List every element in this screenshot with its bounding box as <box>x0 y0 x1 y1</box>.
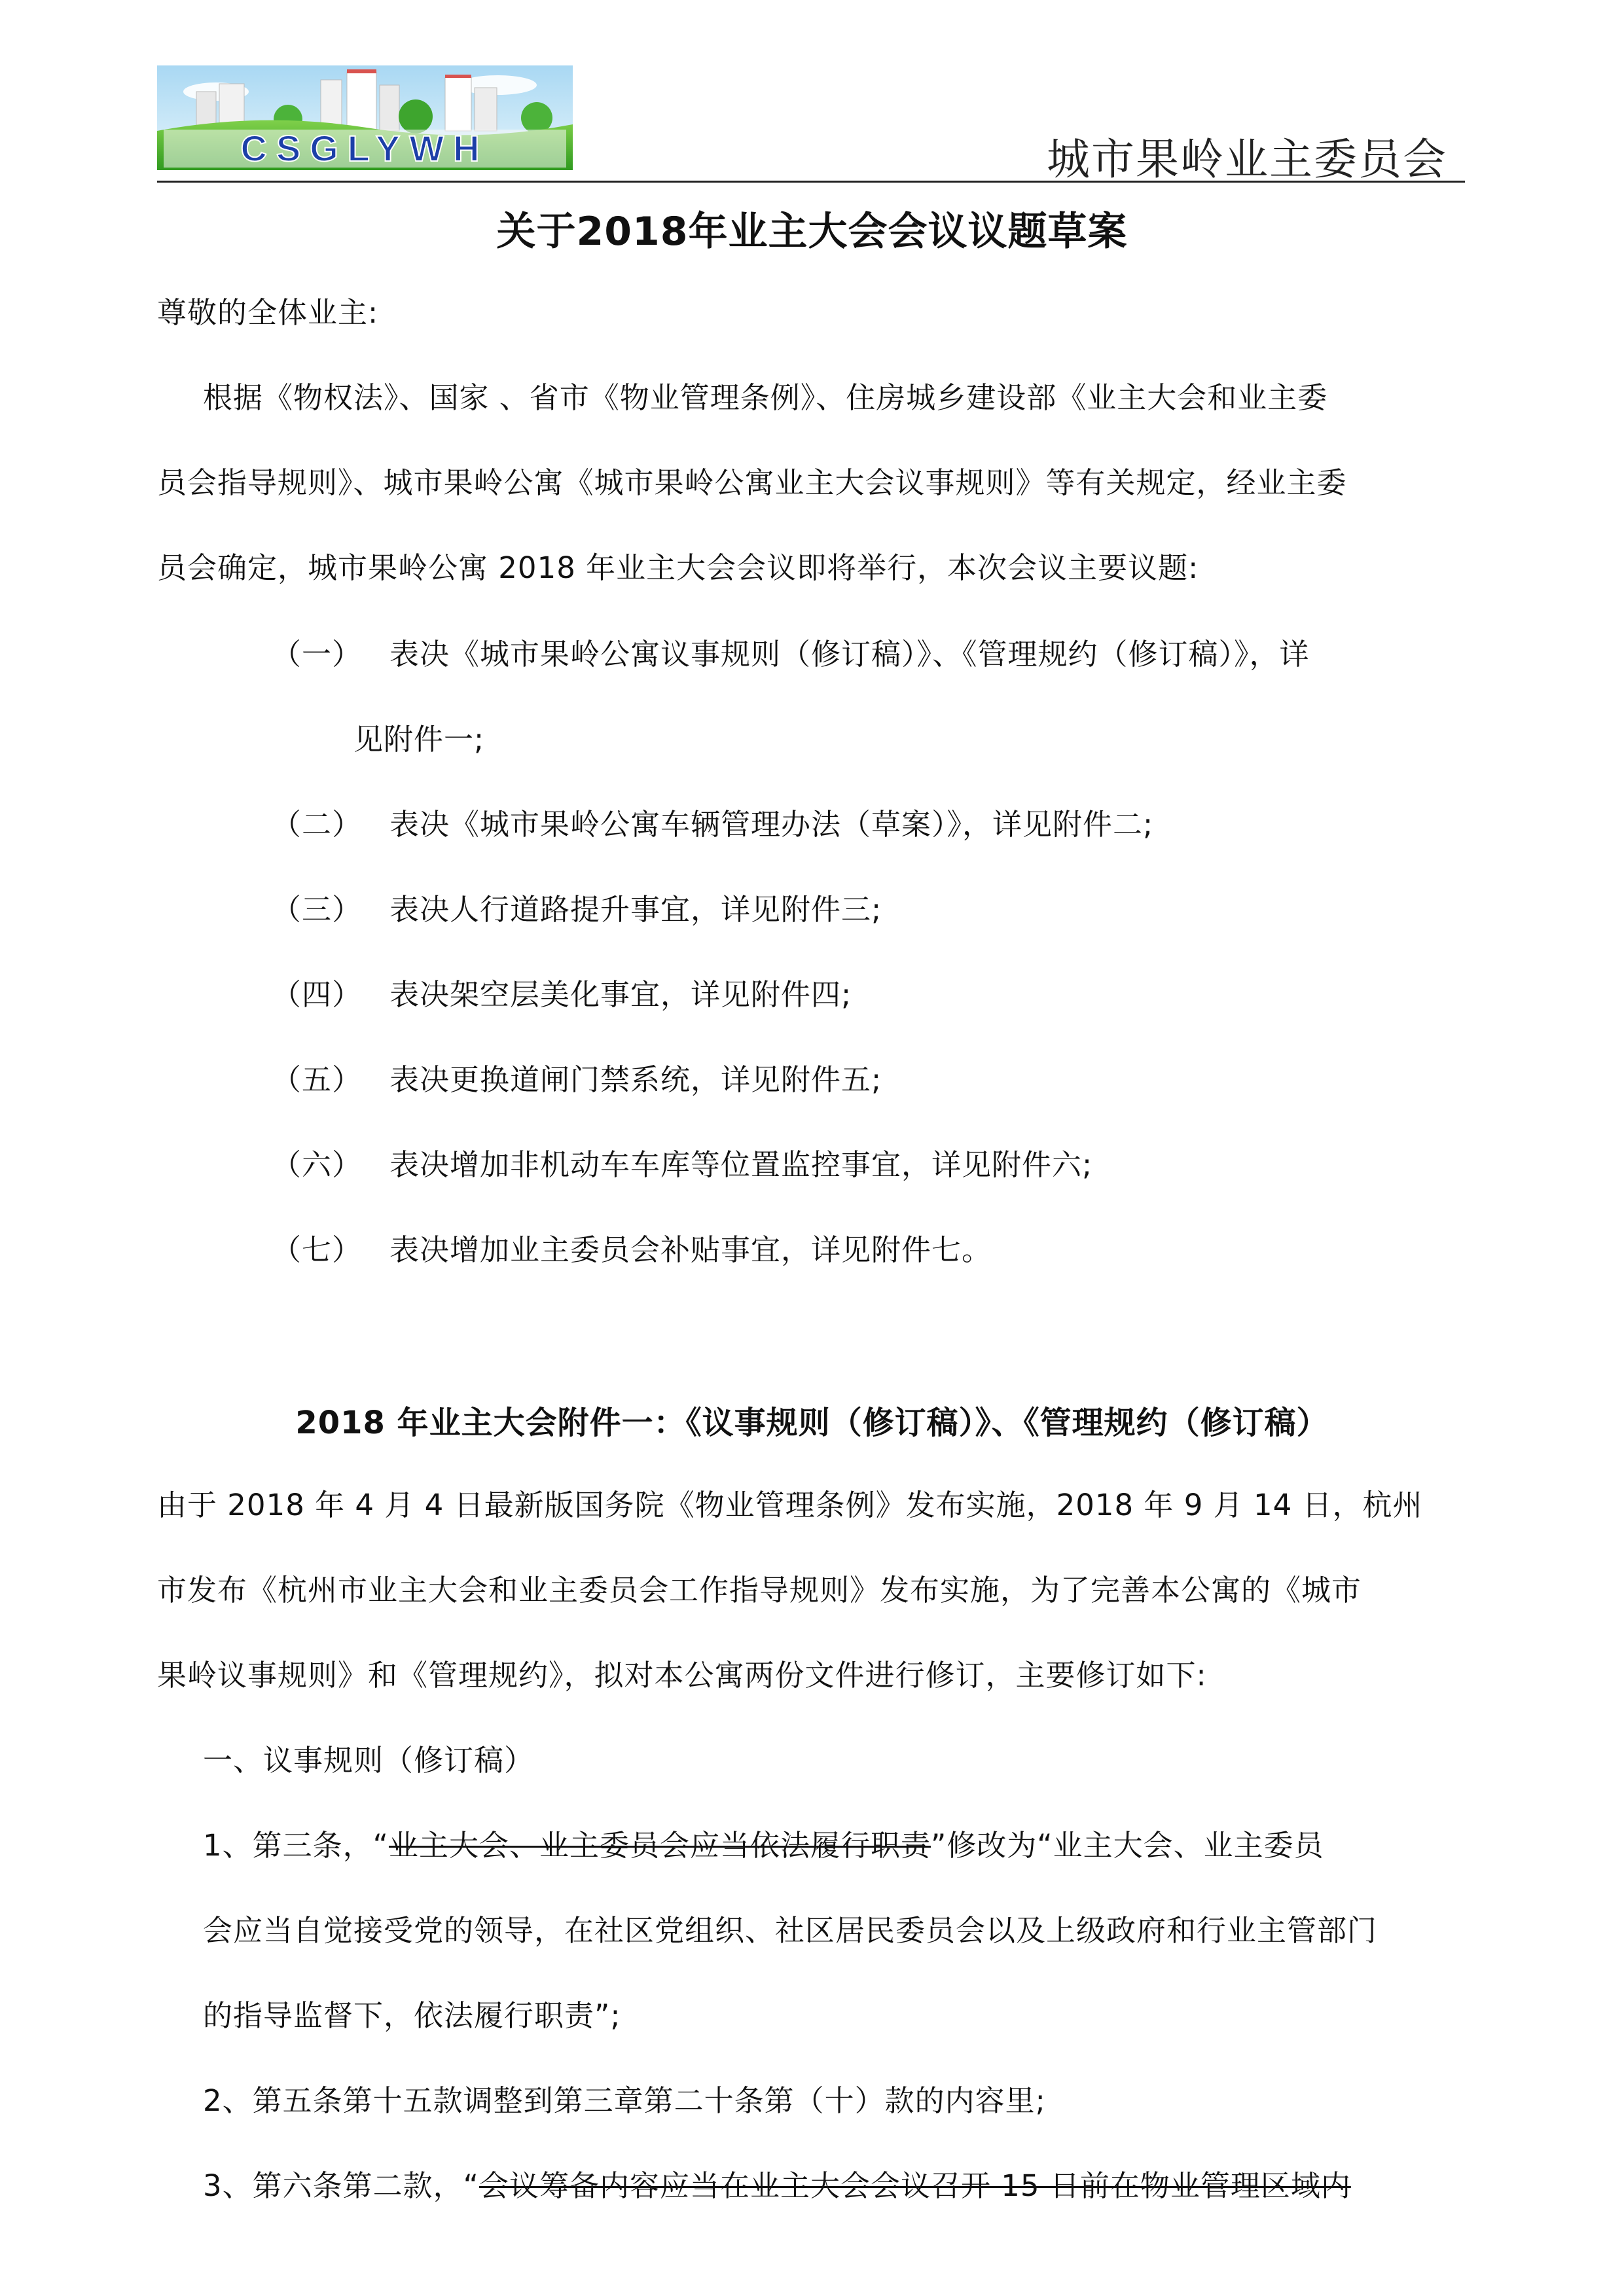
revision-item-suffix: ”修改为“业主大会、业主委员 <box>930 1828 1324 1863</box>
agenda-number: （二） <box>272 807 363 842</box>
struck-text: 会议筹备内容应当在业主大会会议召开 15 日前在物业管理区域内 <box>478 2168 1351 2203</box>
agenda-text: 表决人行道路提升事宜，详见附件三; <box>389 892 882 927</box>
revision-item-1-line-2: 会应当自觉接受党的领导，在社区党组织、社区居民委员会以及上级政府和行业主管部门 <box>203 1913 1378 1948</box>
agenda-number: （五） <box>272 1062 363 1097</box>
appendix-para-line-2: 市发布《杭州市业主大会和业主委员会工作指导规则》发布实施，为了完善本公寓的《城市 <box>157 1573 1362 1607</box>
agenda-text: 表决增加非机动车车库等位置监控事宜，详见附件六; <box>389 1147 1093 1182</box>
logo-text: CSGLYWH <box>240 128 489 169</box>
agenda-item <box>272 890 882 929</box>
agenda-item <box>272 1060 882 1100</box>
intro-line-2: 员会指导规则》、城市果岭公寓《城市果岭公寓业主大会议事规则》等有关规定，经业主委 <box>157 465 1347 500</box>
agenda-number: （三） <box>272 892 363 927</box>
agenda-item <box>272 805 1153 844</box>
agenda-number: （六） <box>272 1147 363 1182</box>
struck-text: 业主大会、业主委员会应当依法履行职责 <box>388 1828 931 1863</box>
organization-name: 城市果岭业主委员会 <box>1047 134 1447 185</box>
intro-line-3: 员会确定，城市果岭公寓 2018 年业主大会会议即将举行，本次会议主要议题: <box>157 550 1199 585</box>
agenda-text: 表决增加业主委员会补贴事宜，详见附件七。 <box>389 1232 992 1267</box>
agenda-text: 表决《城市果岭公寓车辆管理办法（草案）》，详见附件二; <box>389 807 1154 842</box>
revision-item-1-line-3: 的指导监督下，依法履行职责”; <box>203 1998 621 2033</box>
agenda-text: 表决《城市果岭公寓议事规则（修订稿）》、《管理规约（修订稿）》，详 <box>389 637 1310 672</box>
agenda-number: （一） <box>272 637 363 672</box>
appendix-para-line-1: 由于 2018 年 4 月 4 日最新版国务院《物业管理条例》发布实施，2018 年 9 月 14 日，杭州 <box>157 1488 1423 1522</box>
revision-item-3 <box>203 2166 1351 2206</box>
revision-item-2: 2、第五条第十五款调整到第三章第二十条第（十）款的内容里; <box>203 2083 1046 2118</box>
agenda-number: （七） <box>272 1232 363 1267</box>
appendix-title: 2018 年业主大会附件一：《议事规则（修订稿）》、《管理规约（修订稿） <box>295 1405 1329 1441</box>
agenda-item <box>272 975 852 1014</box>
agenda-item <box>272 1230 992 1270</box>
revision-item-prefix: 1、第三条，“ <box>203 1828 389 1863</box>
intro-line-1: 根据《物权法》、国家 、省市《物业管理条例》、住房城乡建设部《业主大会和业主委 <box>203 380 1328 415</box>
agenda-item <box>272 635 1310 674</box>
page-title: 关于2018年业主大会会议议题草案 <box>496 209 1128 255</box>
agenda-number: （四） <box>272 977 363 1012</box>
sub-heading: 一、议事规则（修订稿） <box>203 1743 535 1778</box>
greeting: 尊敬的全体业主: <box>157 295 379 330</box>
agenda-text: 表决架空层美化事宜，详见附件四; <box>389 977 852 1012</box>
csglywh-logo <box>157 65 573 170</box>
header-divider <box>157 181 1465 183</box>
agenda-text: 表决更换道闸门禁系统，详见附件五; <box>389 1062 882 1097</box>
revision-item-1 <box>203 1826 1324 1865</box>
agenda-item <box>272 1145 1092 1185</box>
agenda-item-continuation: 见附件一; <box>353 722 485 757</box>
revision-item-prefix: 3、第六条第二款，“ <box>203 2168 479 2203</box>
appendix-para-line-3: 果岭议事规则》和《管理规约》，拟对本公寓两份文件进行修订，主要修订如下: <box>157 1658 1207 1693</box>
